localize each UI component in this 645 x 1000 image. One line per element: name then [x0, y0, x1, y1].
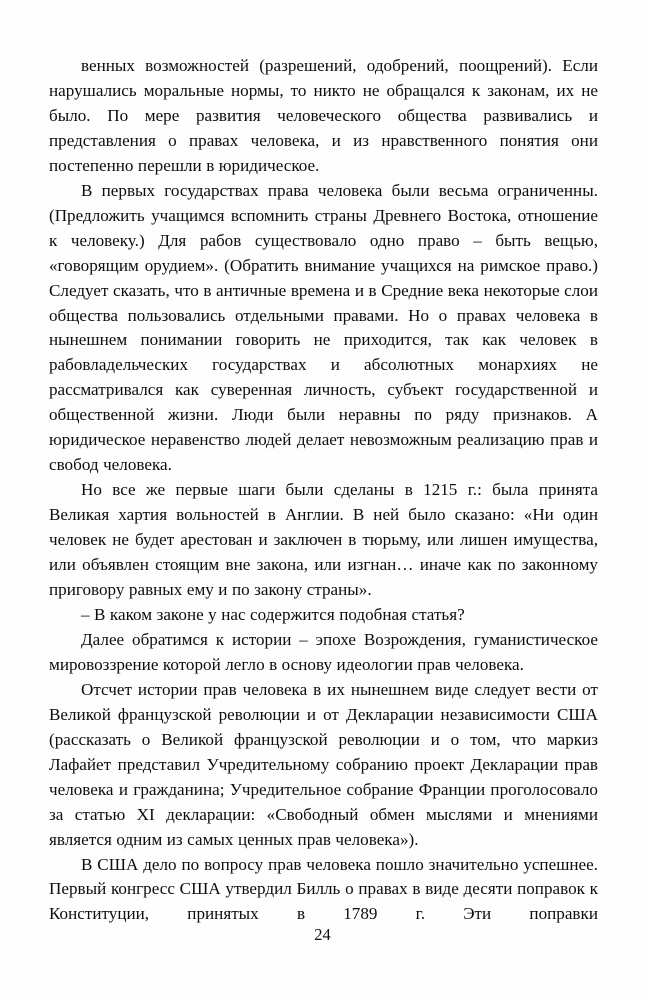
paragraph-2: В первых государствах права человека были весьма ограниченны. (Предложить учащимся вспомнить страны Древнего Востока, отношение к человеку.) Для рабов существовало одно право – быть вещью, «говорящим орудием». (Обратить внимание учащихся на римское право.) Следует сказать, что в античные времена и в Средние века некоторые слои общества пользовались отдельными правами. Но о правах человека в нынешнем понимании говорить не приходится, так как человек в рабовладельческих государствах и абсолютных монархиях не рассматривался как суверенная личность, субъект государственной и общественной жизни. Люди были неравны по ряду признаков. А юридическое неравенство людей делает невозможным реализацию прав и свобод человека. — [49, 180, 598, 475]
paragraph-7: В США дело по вопросу прав человека пошло значительно успешнее. Первый конгресс США утвердил Билль о правах в виде десяти поправок к Конституции, принятых в 1789 г. Эти поправки — [49, 854, 598, 924]
paragraph-4-question: – В каком законе у нас содержится подобная статья? — [81, 604, 465, 624]
body-text-column — [49, 54, 598, 927]
page-number: 24 — [314, 925, 331, 944]
paragraph-1: венных возможностей (разрешений, одобрений, поощрений). Если нарушались моральные нормы, то никто не обращался к законам, их не было. По мере развития человеческого общества развивались и представления о правах человека, и из нравственного понятия они постепенно перешли в юридическое. — [49, 56, 598, 175]
paragraph-3: Но все же первые шаги были сделаны в 1215 г.: была принята Великая хартия вольностей в Англии. В ней было сказано: «Ни один человек не будет арестован и заключен в тюрьму, или лишен имущества, или объявлен стоящим вне закона, или изгнан… иначе как по законному приговору равных ему и по закону страны». — [49, 480, 598, 600]
paragraph-6: Отсчет истории прав человека в их нынешнем виде следует вести от Великой французской революции и от Декларации независимости США (рассказать о Великой французской революции и о том, что маркиз Лафайет представил Учредительному собранию проект Декларации прав человека и гражданина; Учредительное собрание Франции проголосовало за статью XI декларации: «Свободный обмен мыслями и мнениями является одним из самых ценных прав человека»). — [49, 679, 598, 849]
paragraph-5: Далее обратимся к истории – эпохе Возрождения, гуманистическое мировоззрение которой легло в основу идеологии прав человека. — [49, 629, 598, 674]
